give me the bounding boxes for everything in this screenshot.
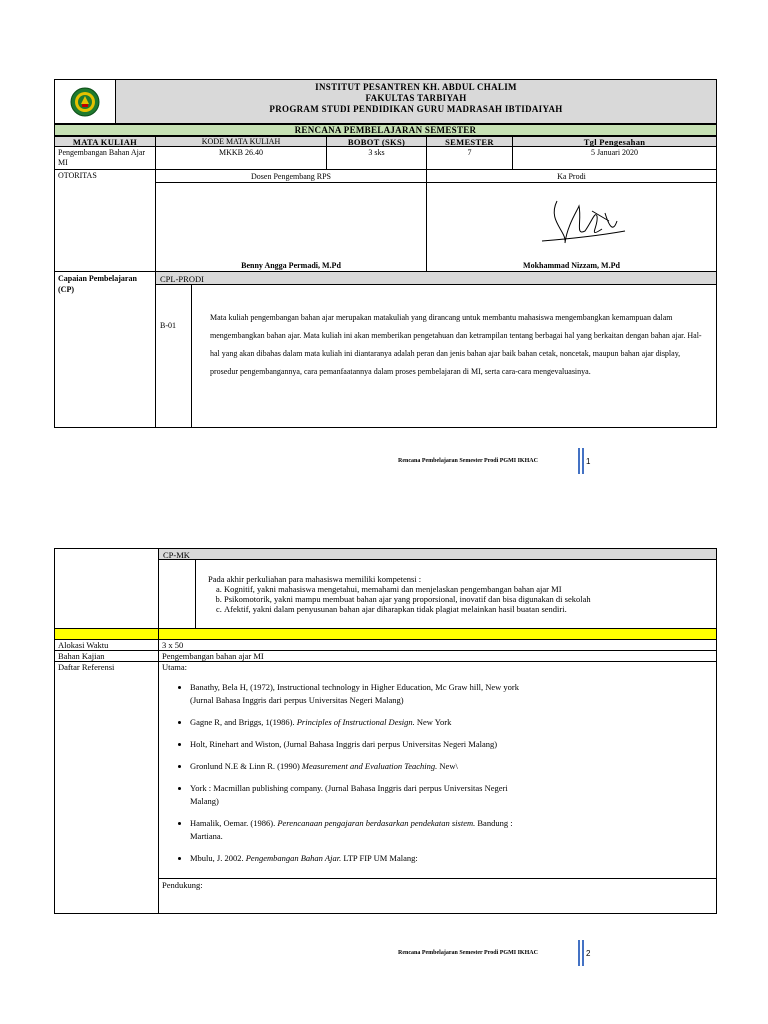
value-tgl: 5 Januari 2020 [512,146,717,170]
alokasi-label: Alokasi Waktu [54,639,159,651]
institution-name: INSTITUT PESANTREN KH. ABDUL CHALIM [315,82,517,92]
dosen-label: Dosen Pengembang RPS [155,169,427,183]
referensi-list [162,681,530,865]
university-logo-icon [70,85,100,119]
cpmk-list [208,584,708,614]
value-kode: MKKB 26.40 [155,146,327,170]
kaprodi-sign-cell [426,182,717,272]
cpmk-intro: Pada akhir perkuliahan para mahasiswa memiliki kompetensi : [208,574,422,584]
bahan-value: Pengembangan bahan ajar MI [158,650,717,662]
page-2-bar-2 [582,940,584,966]
ref-item: • York : Macmillan publishing company. (Jurnal Bahasa Inggris dari perpus Universitas Negeri Malang) [190,782,530,808]
kaprodi-name: Mokhammad Nizzam, M.Pd [523,261,620,270]
pendukung-cell [158,878,717,914]
referensi-label: Daftar Referensi [54,661,159,914]
col-tgl: Tgl Pengesahan [512,136,717,147]
cpmk-item: c. Afektif, yakni dalam penyusunan bahan ajar diharapkan tidak plagiat melainkan hasil buatan sendiri. [224,604,708,614]
program-name: PROGRAM STUDI PENDIDIKAN GURU MADRASAH IBTIDAIYAH [269,104,563,114]
value-mata-kuliah: Pengembangan Bahan Ajar MI [54,146,156,170]
bahan-label: Bahan Kajian [54,650,159,662]
cp-label: Capaian Pembelajaran (CP) [54,271,156,428]
cp-text-cell [191,284,717,428]
cpmk-header: CP-MK [158,548,717,560]
ref-item: • Banathy, Bela H, (1972), Instructional technology in Higher Education, Mc Graw hill, New york (Jurnal Bahasa Inggris dari perpus Universitas Negeri Malang) [190,681,530,707]
cpl-prodi-header: CPL-PRODI [155,271,717,285]
cpmk-sub-cell [158,559,196,629]
pendukung-label: Pendukung: [162,880,203,890]
cpmk-content [195,559,717,629]
value-semester: 7 [426,146,513,170]
institution-header [115,79,717,124]
dosen-name: Benny Angga Permadi, M.Pd [241,261,341,270]
alokasi-value: 3 x 50 [158,639,717,651]
ref-item: • Holt, Rinehart and Wiston, (Jurnal Bahasa Inggris dari perpus Universitas Negeri Malang) [190,738,530,751]
referensi-utama: Utama: [162,662,188,672]
page-2-number: 2 [586,949,591,958]
logo-cell [54,79,116,124]
page-1-footer: Rencana Pembelajaran Semester Prodi PGMI IKHAC [398,458,538,464]
cpmk-item: a. Kognitif, yakni mahasiswa mengetahui, memahami dan menjelaskan pengembangan bahan ajar MI [224,584,708,594]
referensi-cell [158,661,717,879]
page-1-number: 1 [586,457,591,466]
cp-code: B-01 [155,284,192,428]
col-kode: KODE MATA KULIAH [155,136,327,147]
ref-item: • Gronlund N.E & Linn R. (1990) Measurement and Evaluation Teaching. New\ [190,760,530,773]
ref-item: • Hamalik, Oemar. (1986). Perencanaan pengajaran berdasarkan pendekatan sistem. Bandung : Martiana. [190,817,530,843]
ref-item: • Mbulu, J. 2002. Pengembangan Bahan Ajar. LTP FIP UM Malang: [190,852,530,865]
kaprodi-label: Ka Prodi [426,169,717,183]
cpmk-item: b. Psikomotorik, yakni mampu membuat bahan ajar yang proporsional, inovatif dan bisa digunakan di sekolah [224,594,708,604]
rps-title: RENCANA PEMBELAJARAN SEMESTER [54,124,717,136]
page-2-bar [578,940,580,966]
page-2-footer: Rencana Pembelajaran Semester Prodi PGMI IKHAC [398,950,538,956]
page-1-bar-2 [582,448,584,474]
col-bobot: BOBOT (SKS) [326,136,427,147]
faculty-name: FAKULTAS TARBIYAH [365,93,467,103]
otoritas-label: OTORITAS [54,169,156,272]
page-1-bar [578,448,580,474]
ref-item: • Gagne R, and Briggs, 1(1986). Principles of Instructional Design. New York [190,716,530,729]
dosen-sign-cell [155,182,427,272]
signature-icon [537,191,627,251]
col-mata-kuliah: MATA KULIAH [54,136,156,147]
cp-description: Mata kuliah pengembangan bahan ajar merupakan matakuliah yang dirancang untuk membantu mahasiswa mengembangkan kemampuan dalam mengembangkan bahan ajar. Mata kuliah ini akan memberikan pengetahuan dan ketrampilan tentang berbagai hal yang berkaitan dengan bahan ajar. Hal-hal yang akan dibahas dalam mata kuliah ini diantaranya adalah peran dan jenis bahan ajar baik bahan cetak, noncetak, maupun bahan ajar display, prosedur pengembangannya, cara pemanfaatannya dalam proses pembelajaran di MI, serta cara-cara mengevaluasinya. [210,313,702,376]
value-bobot: 3 sks [326,146,427,170]
col-semester: SEMESTER [426,136,513,147]
cpmk-left-cell [54,548,159,629]
